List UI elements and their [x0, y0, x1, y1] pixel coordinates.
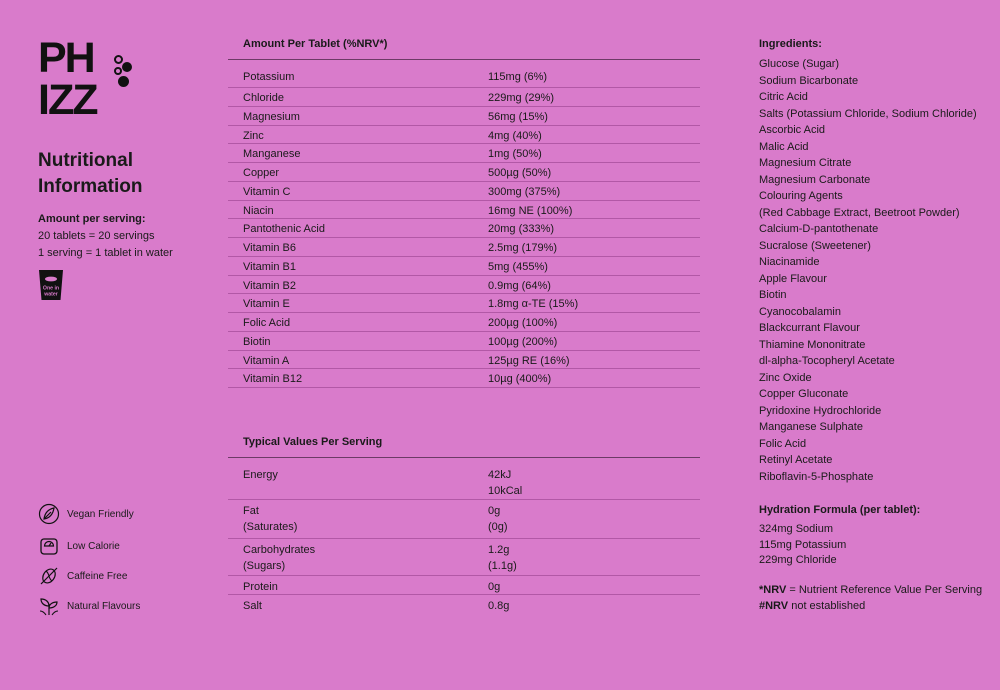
nutrient-row: [228, 351, 700, 370]
ingredients-section: [759, 38, 994, 485]
nutrient-row: [228, 332, 700, 351]
typical-subname: (Saturates): [243, 521, 298, 533]
ingredient-item: Apple Flavour: [759, 272, 827, 285]
nutrient-name: Chloride: [243, 92, 284, 104]
nutrient-value: 16mg NE (100%): [488, 204, 573, 217]
nutrient-row: [228, 257, 700, 276]
nutrient-value: 200µg (100%): [488, 317, 558, 329]
sprout-icon: [38, 595, 60, 617]
per-tablet-heading: Amount Per Tablet (%NRV*): [228, 38, 700, 60]
brand-logo-line1: PH: [38, 34, 94, 82]
nutrient-name: Vitamin A: [243, 354, 290, 367]
hydration-heading: Hydration Formula (per tablet):: [759, 504, 921, 516]
serving-info: [38, 211, 173, 262]
ingredient-item: Salts (Potassium Chloride, Sodium Chloride): [759, 107, 977, 120]
scale-icon: [38, 535, 60, 557]
nutrient-row: [228, 88, 700, 107]
nutrient-name: Zinc: [243, 129, 264, 142]
typical-values-rows: [228, 458, 700, 616]
ingredient-item: Thiamine Mononitrate: [759, 338, 866, 351]
nutrient-name: Vitamin B1: [243, 260, 296, 273]
typical-name: Energy: [243, 469, 278, 481]
typical-subvalue: 10kCal: [488, 485, 523, 497]
nutrient-value: 1mg (50%): [488, 148, 542, 161]
nutrient-row: [228, 369, 700, 388]
ingredient-item: Folic Acid: [759, 437, 807, 450]
nutrient-row: [228, 107, 700, 126]
ingredient-item: Sodium Bicarbonate: [759, 74, 859, 87]
serving-line2: 1 serving = 1 tablet in water: [38, 247, 173, 259]
nutrient-name: Manganese: [243, 148, 301, 161]
bubble-icon: [114, 67, 122, 75]
nutrient-name: Biotin: [243, 335, 271, 348]
typical-row: [228, 539, 700, 576]
nutrient-name: Magnesium: [243, 110, 300, 123]
hydration-item: 115mg Potassium: [759, 538, 847, 551]
typical-value: 0.8g: [488, 600, 510, 612]
hydration-section: [759, 504, 920, 569]
feature-natural-flavours: [38, 595, 168, 617]
ingredient-item: Colouring Agents: [759, 190, 843, 202]
typical-name: Fat: [243, 505, 259, 517]
nutrient-name: Niacin: [243, 204, 274, 217]
brand-logo: [38, 34, 130, 126]
nutrient-row: [228, 238, 700, 257]
serving-heading: Amount per serving:: [38, 213, 146, 225]
typical-value: 1.2g: [488, 544, 510, 556]
typical-value: 42kJ: [488, 469, 512, 481]
typical-subvalue: (0g): [488, 521, 508, 533]
nutrient-name: Copper: [243, 167, 280, 179]
typical-name: Salt: [243, 600, 262, 612]
nutrient-value: 0.9mg (64%): [488, 279, 551, 292]
per-tablet-rows: [228, 60, 700, 388]
hydration-item: 229mg Chloride: [759, 554, 837, 566]
brand-logo-line2: IZZ: [38, 76, 97, 124]
nutrient-value: 300mg (375%): [488, 185, 561, 198]
nrv-key: *NRV: [759, 584, 787, 596]
typical-row: [228, 500, 700, 539]
nutrient-value: 4mg (40%): [488, 129, 542, 142]
nutrient-value: 500µg (50%): [488, 167, 552, 179]
serving-line1: 20 tablets = 20 servings: [38, 230, 155, 242]
ingredient-item: Magnesium Citrate: [759, 157, 852, 169]
nutrient-name: Vitamin C: [243, 185, 291, 198]
nutrient-value: 20mg (333%): [488, 223, 555, 236]
nutrient-value: 2.5mg (179%): [488, 242, 558, 254]
typical-value: 0g: [488, 581, 501, 593]
nutrient-value: 5mg (455%): [488, 260, 548, 273]
ingredient-item: (Red Cabbage Extract, Beetroot Powder): [759, 206, 960, 219]
nutrient-value: 125µg RE (16%): [488, 354, 570, 367]
typical-subname: (Sugars): [243, 560, 286, 572]
nutrient-row: [228, 182, 700, 201]
typical-row: [228, 458, 700, 500]
nutrient-name: Pantothenic Acid: [243, 223, 325, 236]
nutrient-value: 1.8mg α-TE (15%): [488, 298, 579, 311]
feature-vegan: [38, 503, 168, 525]
nutrient-row: [228, 276, 700, 295]
hash-note: [759, 598, 994, 614]
ingredient-item: Calcium-D-pantothenate: [759, 223, 879, 235]
page-title: [38, 148, 198, 200]
feature-low-calorie: [38, 535, 168, 557]
no-caffeine-icon: [38, 565, 60, 587]
per-tablet-table: [228, 38, 700, 388]
ingredient-item: Glucose (Sugar): [759, 58, 840, 70]
leaf-icon: [38, 503, 60, 525]
ingredient-item: Cyanocobalamin: [759, 305, 841, 318]
typical-row: [228, 595, 700, 616]
bubble-icon: [114, 55, 123, 64]
bubble-icon: [122, 62, 132, 72]
ingredient-item: Ascorbic Acid: [759, 124, 826, 136]
ingredients-heading: Ingredients:: [759, 38, 822, 50]
nutrient-value: 10µg (400%): [488, 373, 552, 386]
nutrient-row: [228, 163, 700, 182]
ingredient-item: Blackcurrant Flavour: [759, 322, 860, 334]
ingredients-list: [759, 56, 994, 485]
feature-label: Caffeine Free: [67, 570, 128, 582]
nutrient-row: [228, 144, 700, 163]
nutrient-row: [228, 219, 700, 238]
feature-caffeine-free: [38, 565, 168, 587]
badge-line2: water: [44, 291, 58, 298]
ingredient-item: Riboflavin-5-Phosphate: [759, 470, 874, 483]
ingredient-item: Biotin: [759, 289, 787, 301]
ingredient-item: Retinyl Acetate: [759, 454, 833, 466]
nutrient-row: [228, 60, 700, 88]
nrv-text: = Nutrient Reference Value Per Serving: [786, 584, 983, 596]
one-in-water-badge: [38, 269, 64, 301]
nutrient-name: Potassium: [243, 71, 295, 83]
nrv-notes: [759, 582, 994, 614]
nutrient-name: Vitamin B6: [243, 242, 296, 254]
ingredient-item: Zinc Oxide: [759, 371, 812, 384]
ingredient-item: Citric Acid: [759, 91, 808, 103]
hydration-item: 324mg Sodium: [759, 523, 833, 535]
ingredient-item: Malic Acid: [759, 140, 809, 153]
hydration-list: [759, 522, 920, 569]
ingredient-item: dl-alpha-Tocopheryl Acetate: [759, 355, 895, 367]
ingredient-item: Niacinamide: [759, 256, 820, 268]
typical-values-table: [228, 436, 700, 616]
bubble-icon: [118, 76, 129, 87]
nutrient-value: 229mg (29%): [488, 92, 555, 104]
page-title-line1: Nutritional: [38, 150, 133, 171]
nutrient-name: Vitamin B12: [243, 373, 303, 386]
ingredient-item: Manganese Sulphate: [759, 421, 863, 433]
nutrient-row: [228, 126, 700, 145]
nutrient-value: 56mg (15%): [488, 110, 548, 123]
hash-text: not established: [788, 600, 866, 612]
badge-line1: One in: [42, 285, 60, 292]
typical-subvalue: (1.1g): [488, 560, 517, 572]
nutrient-value: 100µg (200%): [488, 335, 558, 348]
typical-value: 0g: [488, 505, 501, 517]
typical-row: [228, 576, 700, 595]
nrv-note: [759, 582, 994, 598]
nutrient-row: [228, 294, 700, 313]
feature-label: Natural Flavours: [67, 600, 141, 612]
ingredient-item: Copper Gluconate: [759, 388, 849, 400]
nutrient-row: [228, 201, 700, 220]
feature-label: Vegan Friendly: [67, 508, 134, 520]
nutrient-name: Folic Acid: [243, 317, 291, 329]
ingredient-item: Sucralose (Sweetener): [759, 239, 871, 252]
nutrient-row: [228, 313, 700, 332]
typical-values-heading: Typical Values Per Serving: [228, 436, 700, 458]
ingredient-item: Magnesium Carbonate: [759, 173, 871, 186]
nutrient-value: 115mg (6%): [488, 71, 548, 83]
typical-name: Carbohydrates: [243, 544, 316, 556]
feature-label: Low Calorie: [67, 540, 120, 552]
page-title-line2: Information: [38, 176, 143, 197]
glass-icon: [38, 269, 64, 301]
ingredient-item: Pyridoxine Hydrochloride: [759, 404, 882, 417]
typical-name: Protein: [243, 581, 278, 593]
nutrient-name: Vitamin E: [243, 298, 290, 311]
nutrient-name: Vitamin B2: [243, 279, 296, 292]
hash-key: #NRV: [759, 600, 789, 612]
